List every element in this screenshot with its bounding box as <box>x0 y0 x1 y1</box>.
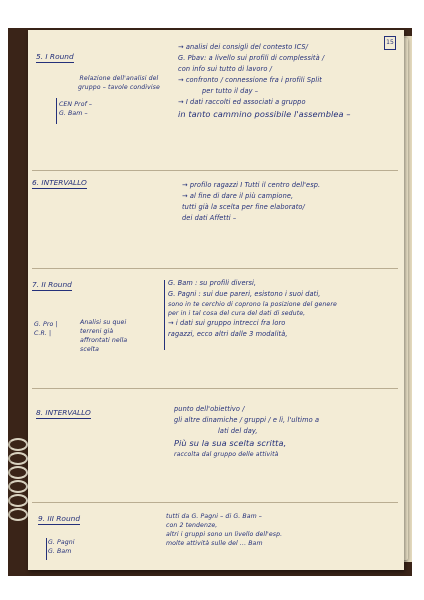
spiral-binding <box>0 438 30 538</box>
side-labels: G. Pro | C.R. | <box>34 321 58 337</box>
side-note: Analisi su quei terreni già affrontati nella scelta <box>80 319 128 353</box>
handwritten-page <box>28 30 404 570</box>
section-text: → profilo ragazzi I Tutti il centro dell'esp. → al fine di dare il più campione, tutti già la scelta per fine elaborato/ dei dati Affetti – <box>182 181 321 222</box>
section-heading: 8. INTERVALLO <box>36 408 91 417</box>
section-text: → analisi dei consigli del contesto ICS/ G. Pbav: a livello sui profili di complessità / con info sui tutto di lavoro / → confronto / connessione fra i profili Split per tutto il day – → I dati raccolti ed associati a gruppo in tanto cammino possibile l'assemblea – <box>178 43 351 119</box>
section-heading: 5. I Round <box>36 52 74 61</box>
bracket <box>164 280 165 350</box>
bracket <box>56 98 57 124</box>
section-heading: 9. III Round <box>38 514 81 523</box>
section-text: punto dell'obiettivo / gli altre dinamiche / gruppi / e lì, l'ultimo a lati del day, Più su la sua scelta scritta, raccolta dal gruppo delle attività <box>174 405 320 458</box>
binding-ring <box>8 466 28 479</box>
section-divider <box>32 268 398 269</box>
side-labels: G. Pagni G. Bam <box>48 539 75 555</box>
section-divider <box>32 388 398 389</box>
section-heading: 6. INTERVALLO <box>32 178 87 187</box>
section-divider <box>32 502 398 503</box>
bracket <box>46 538 47 560</box>
side-note: Relazione dell'analisi del gruppo – tavole condivise <box>78 75 160 91</box>
binding-ring <box>8 508 28 521</box>
page-number: 15 <box>384 36 396 50</box>
section-divider <box>32 170 398 171</box>
section-text: G. Bam : su profili diversi, G. Pagni : sui due pareri, esistono i suoi dati, sono in te cerchio di coprono la posizione del genere per in i tal cosa del cura del dati di sedute, → i dati sui gruppo intrecci fra loro ragazzi, ecco altri dalle 3 modalità, <box>168 279 337 338</box>
section-text: tutti da G. Pagni – di G. Bam – con 2 tendenze, altri i gruppi sono un livello dell'esp. molte attività sulle del ... Bam <box>166 513 283 547</box>
side-labels: CEN Prof – G. Bam – <box>59 101 93 117</box>
binding-ring <box>8 494 28 507</box>
binding-ring <box>8 438 28 451</box>
binding-ring <box>8 452 28 465</box>
binding-ring <box>8 480 28 493</box>
section-heading: 7. II Round <box>32 280 72 289</box>
